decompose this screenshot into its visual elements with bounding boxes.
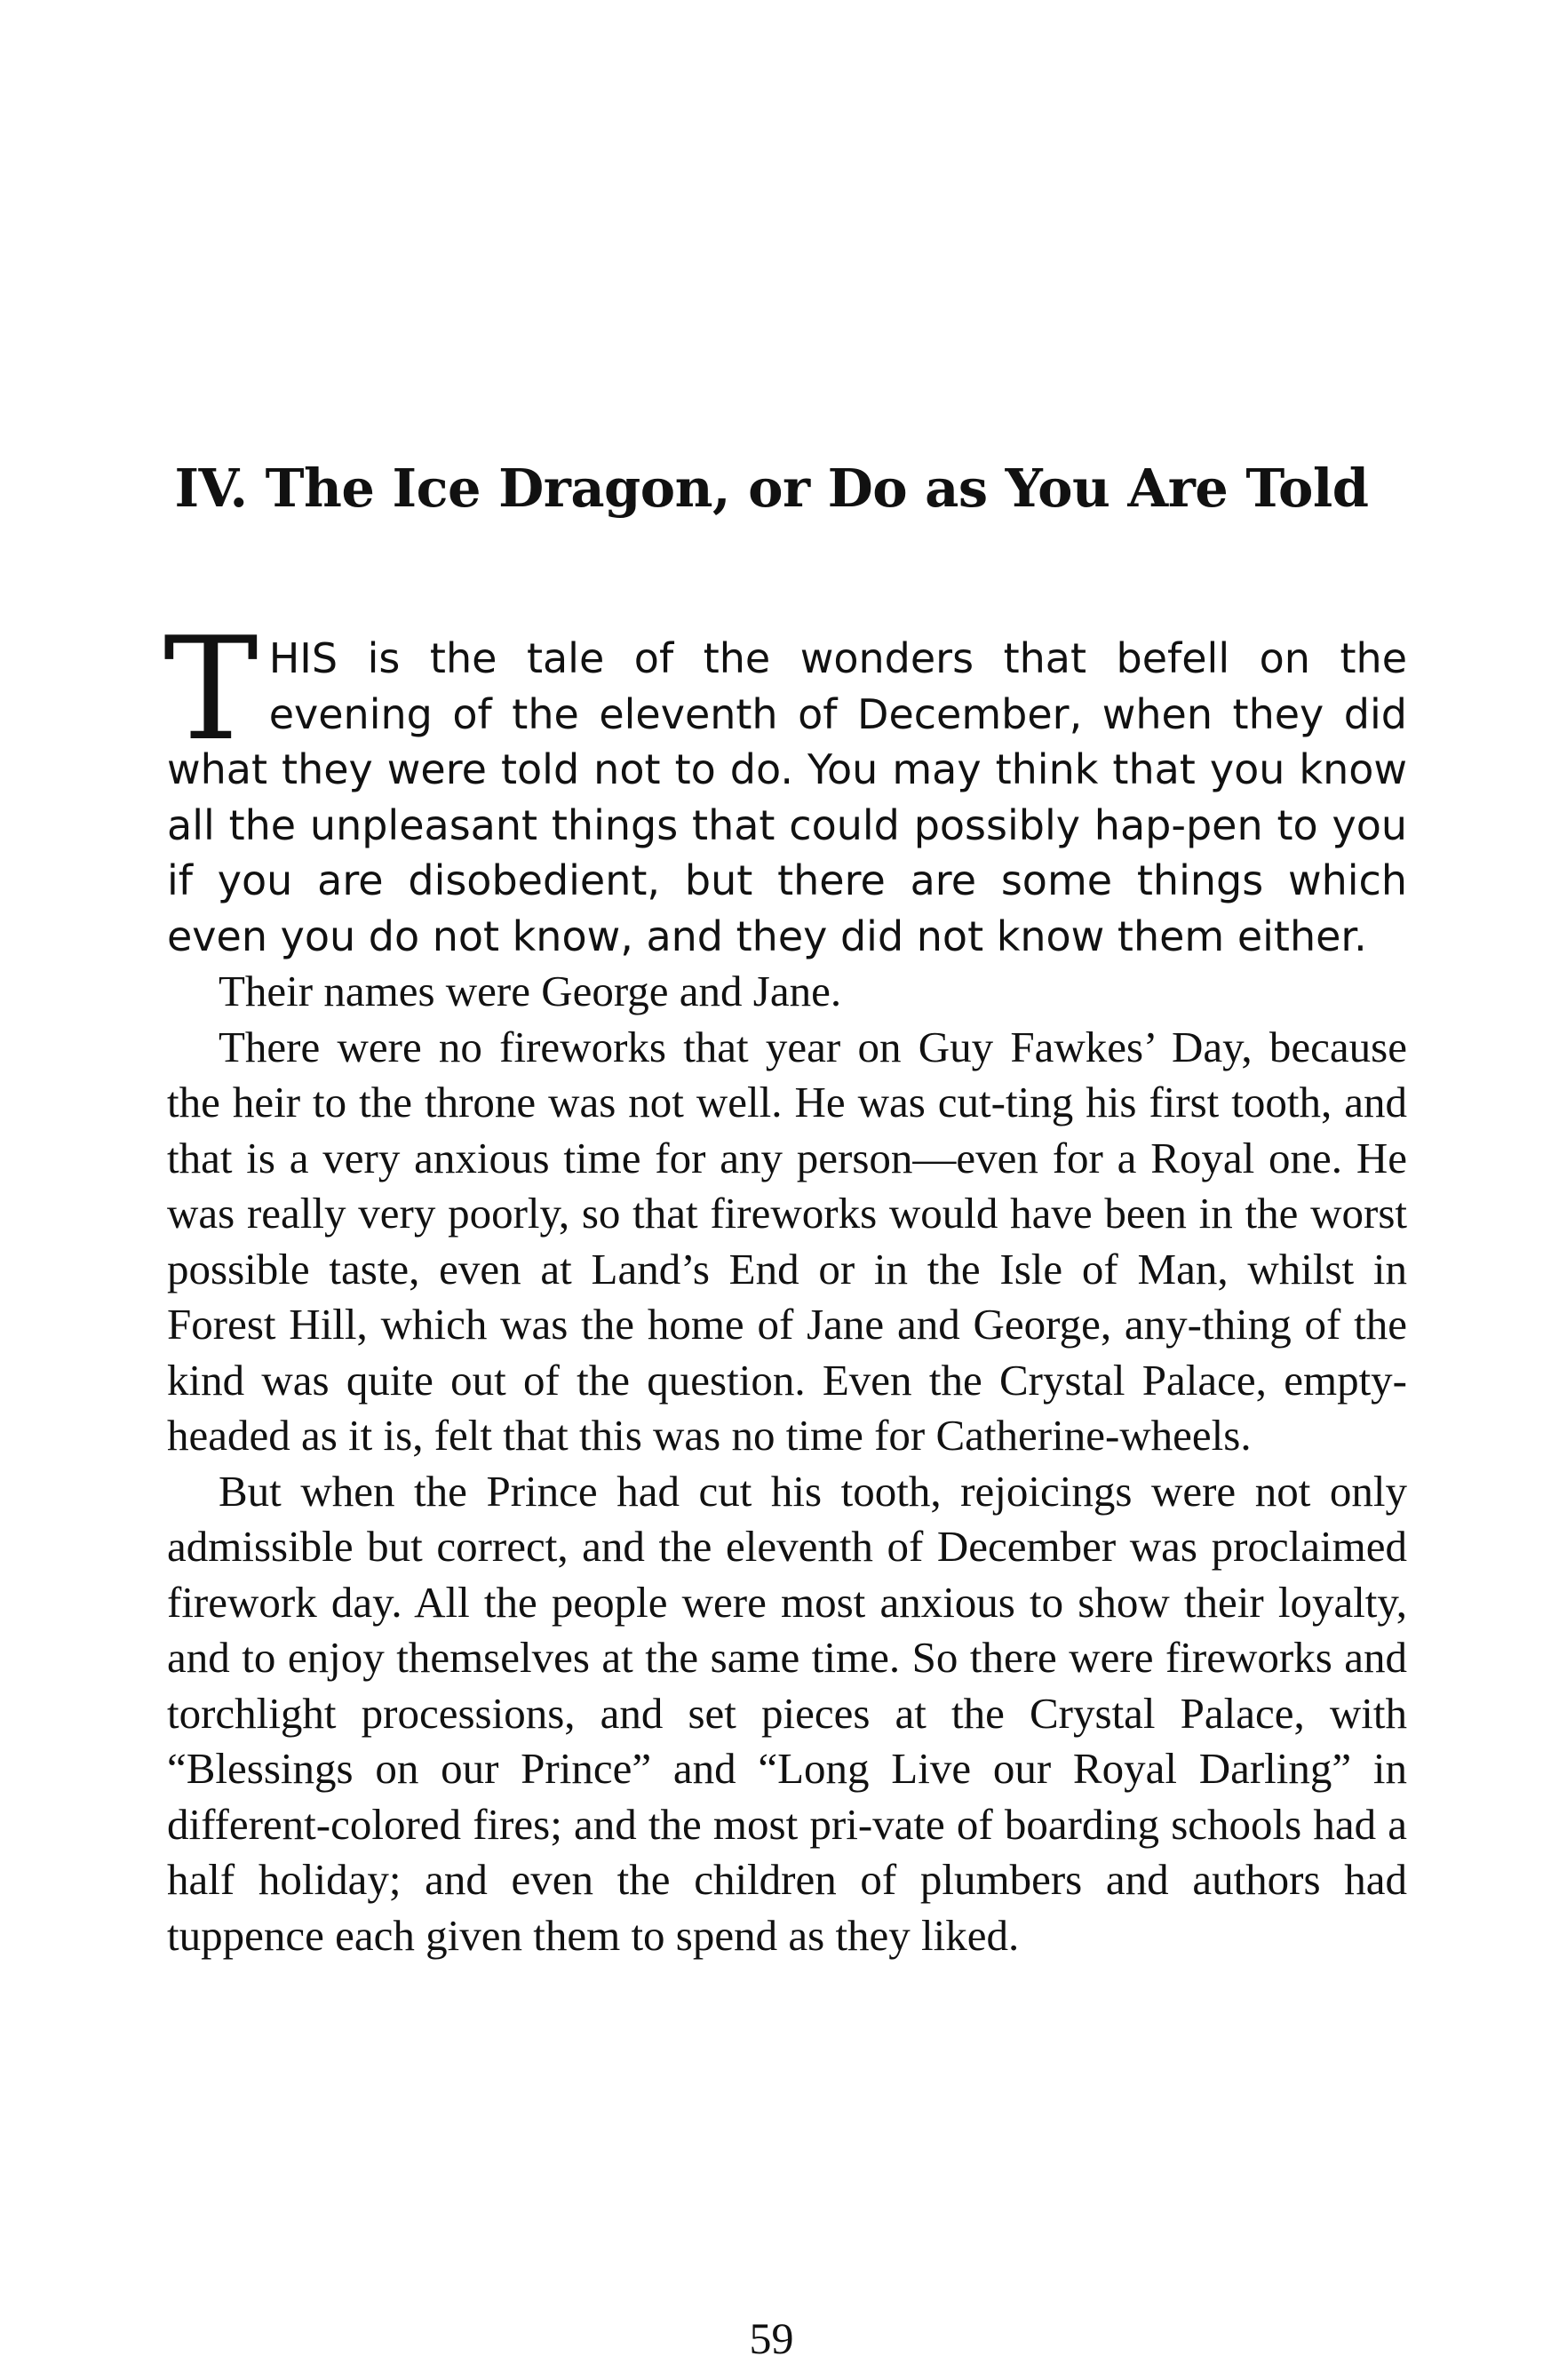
paragraph-fireworks: There were no fireworks that year on Guy Fawkes’ Day, because the heir to the throne was not well. He was cut-ting his first tooth, and that is a very anxious time for any person—even for a Royal one. He was really very poorly, so that fireworks would have been in the worst possible taste, even at Land’s End or in the Isle of Man, whilst in Forest Hill, which was the home of Jane and George, any-thing of the kind was quite out of the question. Even the Crystal Palace, empty-headed as it is, felt that this was no time for Catherine-wheels. (167, 1022, 1407, 1460)
opening-paragraph (163, 606, 1407, 964)
paragraph-names: Their names were George and Jane. (219, 967, 842, 1015)
opening-paragraph-text: HIS is the tale of the wonders that befell on the evening of the eleventh of December, when they did what they were told not to do. You may think that you know all the unpleasant things that could possibly hap-pen to you if you are disobedient, but there are some things which even you do not know, and they did not know them either. (167, 634, 1407, 960)
chapter-title: IV. The Ice Dragon, or Do as You Are Told (174, 458, 1369, 519)
drop-cap: T (163, 606, 258, 772)
page-number: 59 (749, 2313, 794, 2363)
paragraph-rejoicings: But when the Prince had cut his tooth, rejoicings were not only admissible but correct, and the eleventh of December was proclaimed firework day. All the people were most anxious to show their loyalty, and to enjoy themselves at the same time. So there were fireworks and torchlight processions, and set pieces at the Crystal Palace, with “Blessings on our Prince” and “Long Live our Royal Darling” in different-colored fires; and the most pri-vate of boarding schools had a half holiday; and even the children of plumbers and authors had tuppence each given them to spend as they liked. (167, 1466, 1407, 1960)
chapter-body (163, 606, 1407, 1963)
